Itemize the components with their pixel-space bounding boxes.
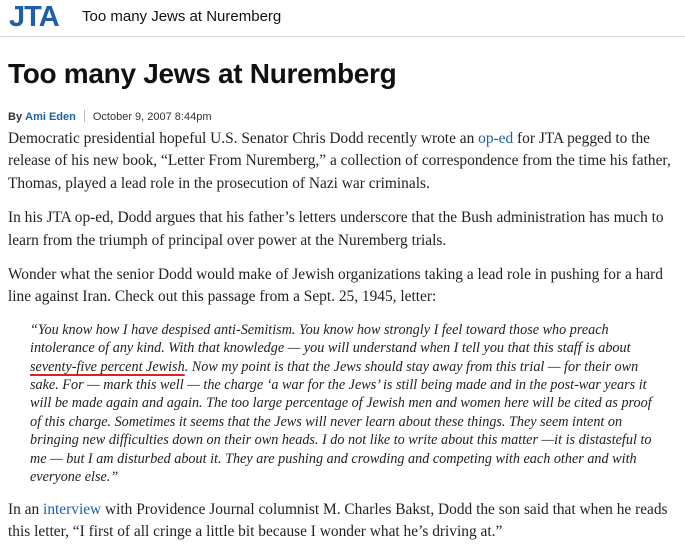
quote-text-a: “You know how I have despised anti-Semitism. You know how strongly I feel toward those who preach intolerance of any kind. With that knowledge — you will understand when I tell you that this staff is about: [30, 321, 631, 357]
interview-link[interactable]: interview: [43, 500, 102, 518]
highlighted-phrase: seventy-five percent Jewish: [30, 358, 185, 375]
paragraph-1-text-b: for JTA pegged to the release of his new book, “Letter From Nuremberg,” a collection of correspondence from the time his father, Thomas, played a lead role in the prosecution of Nazi war criminals.: [8, 130, 671, 192]
paragraph-1: [8, 128, 678, 195]
article-body: [8, 128, 678, 555]
paragraph-4: [8, 499, 678, 544]
publish-date: October 9, 2007 8:44pm: [92, 111, 212, 123]
paragraph-4-text-b: with Providence Journal columnist M. Charles Bakst, Dodd the son said that when he reads this letter, “I first of all cringe a little bit because I wonder what he’s driving at.”: [8, 500, 668, 540]
quote-text-b: . Now my point is that the Jews should stay away from this trial — for their own sake. For — mark this well — the charge ‘a war for the Jews’ is still being made and in the post-war years it will be made again and again. The too large percentage of Jewish men and women here will be cited as proof of this charge. Sometimes it seems that the Jews will never learn about these things. They seem intent on bringing new difficulties down on their own heads. I do not like to write about this matter —it is distasteful to me — but I am disturbed about it. They are pushing and crowding and competing with each other and with everyone else.”: [30, 358, 652, 486]
byline-divider: [84, 110, 85, 122]
paragraph-3: Wonder what the senior Dodd would make of Jewish organizations taking a lead role in pushing for a hard line against Iran. Check out this passage from a Sept. 25, 1945, letter:: [8, 266, 663, 306]
paragraph-2: In his JTA op-ed, Dodd argues that his father’s letters underscore that the Bush administration has much to learn from the triumph of principal over power at the Nuremberg trials.: [8, 209, 664, 249]
author-link[interactable]: Ami Eden: [25, 111, 76, 123]
jta-logo[interactable]: JTA: [9, 1, 59, 33]
letter-quote: [8, 321, 678, 487]
paragraph-4-text-a: In an: [8, 500, 44, 518]
byline-prefix: By: [8, 111, 23, 123]
article-headline: Too many Jews at Nuremberg: [8, 58, 397, 89]
byline: [8, 110, 212, 124]
site-header: [0, 0, 685, 37]
paragraph-1-text-a: Democratic presidential hopeful U.S. Senator Chris Dodd recently wrote an: [8, 130, 479, 147]
header-article-title: Too many Jews at Nuremberg: [82, 8, 282, 25]
op-ed-link[interactable]: op-ed: [478, 130, 514, 147]
